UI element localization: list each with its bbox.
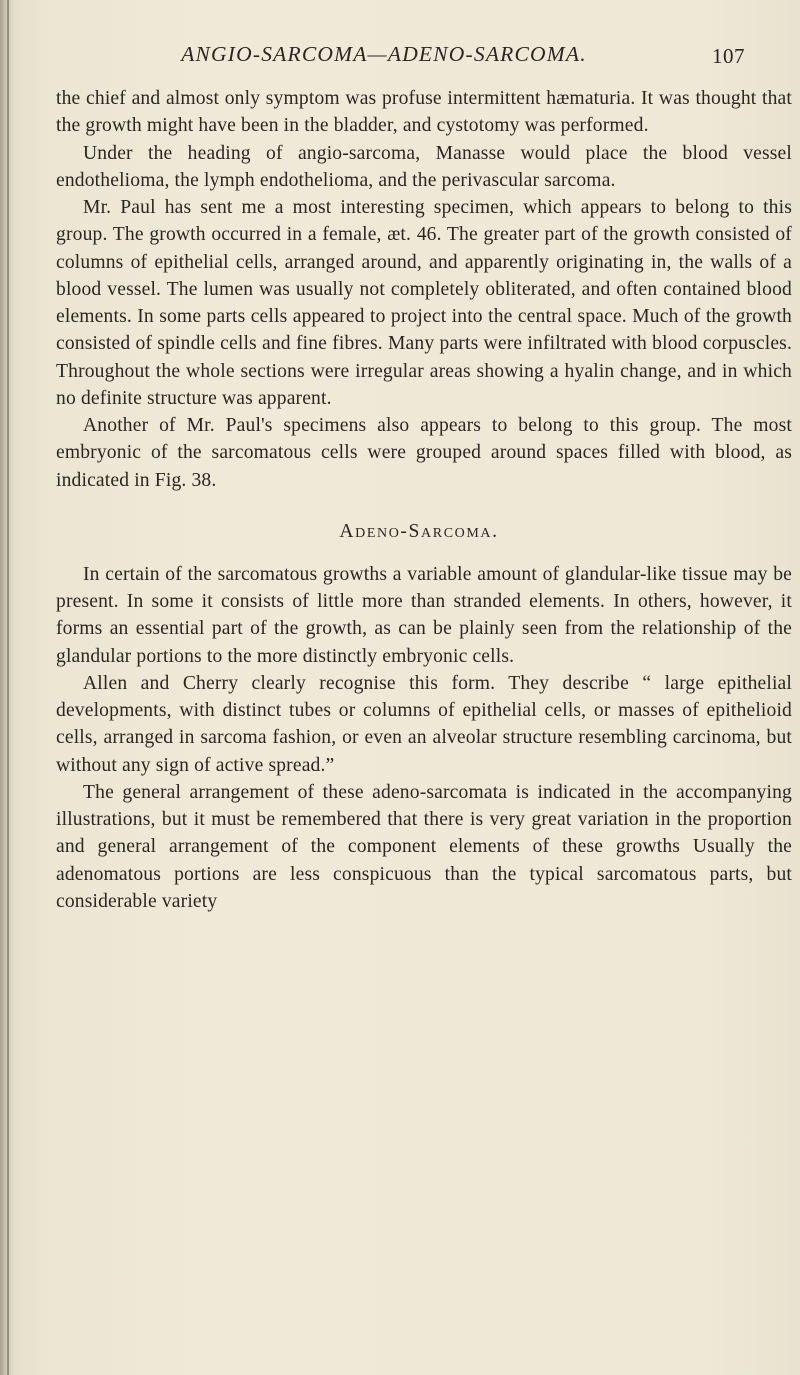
running-title: ANGIO-SARCOMA—ADENO-SARCOMA.: [181, 42, 587, 66]
page-number: 107: [712, 44, 745, 68]
paragraph: In certain of the sarcomatous growths a variable amount of glandular-like tissue may be present. In some it consists of little more than stranded elements. In others, however, it forms an essential part of the growth, as can be plainly seen from the relationship of the glandular portions to the more distinctly embryonic cells.: [56, 563, 792, 667]
page-header: [0, 42, 800, 82]
section-heading: Adeno-Sarcoma.: [339, 520, 499, 542]
spine-edge: [7, 0, 9, 1375]
paragraph: the chief and almost only symptom was profuse intermittent hæmaturia. It was thought that the growth might have been in the bladder, and cystotomy was performed.: [56, 88, 792, 137]
paragraph: Allen and Cherry clearly recognise this form. They describe “ large epithelial developments, with distinct tubes or columns of epithelial cells, or masses of epithelioid cells, arranged in sarcoma fashion, or even an alveolar structure resembling carcinoma, but without any sign of active spread.”: [56, 672, 792, 776]
paragraph: The general arrangement of these adeno-sarcomata is indicated in the accompanying illustrations, but it must be remembered that there is very great variation in the proportion and general arrangement of the component elements of these growths Usually the adenomatous portions are less conspicuous than the typical sarcomatous parts, but considerable variety: [56, 781, 792, 912]
page-body: [56, 85, 792, 915]
paragraph: Under the heading of angio-sarcoma, Manasse would place the blood vessel endothelioma, the lymph endothelioma, and the perivascular sarcoma.: [56, 142, 792, 191]
paragraph: Mr. Paul has sent me a most interesting specimen, which appears to belong to this group. The growth occurred in a female, æt. 46. The greater part of the growth consisted of columns of epithelial cells, arranged around, and apparently originating in, the walls of a blood vessel. The lumen was usually not completely obliterated, and often contained blood elements. In some parts cells appeared to project into the central space. Much of the growth consisted of spindle cells and fine fibres. Many parts were infiltrated with blood corpuscles. Throughout the whole sections were irregular areas showing a hyalin change, and in which no definite structure was apparent.: [56, 197, 792, 409]
paragraph: Another of Mr. Paul's specimens also appears to belong to this group. The most embryonic of the sarcomatous cells were grouped around spaces filled with blood, as indicated in Fig. 38.: [56, 415, 792, 491]
